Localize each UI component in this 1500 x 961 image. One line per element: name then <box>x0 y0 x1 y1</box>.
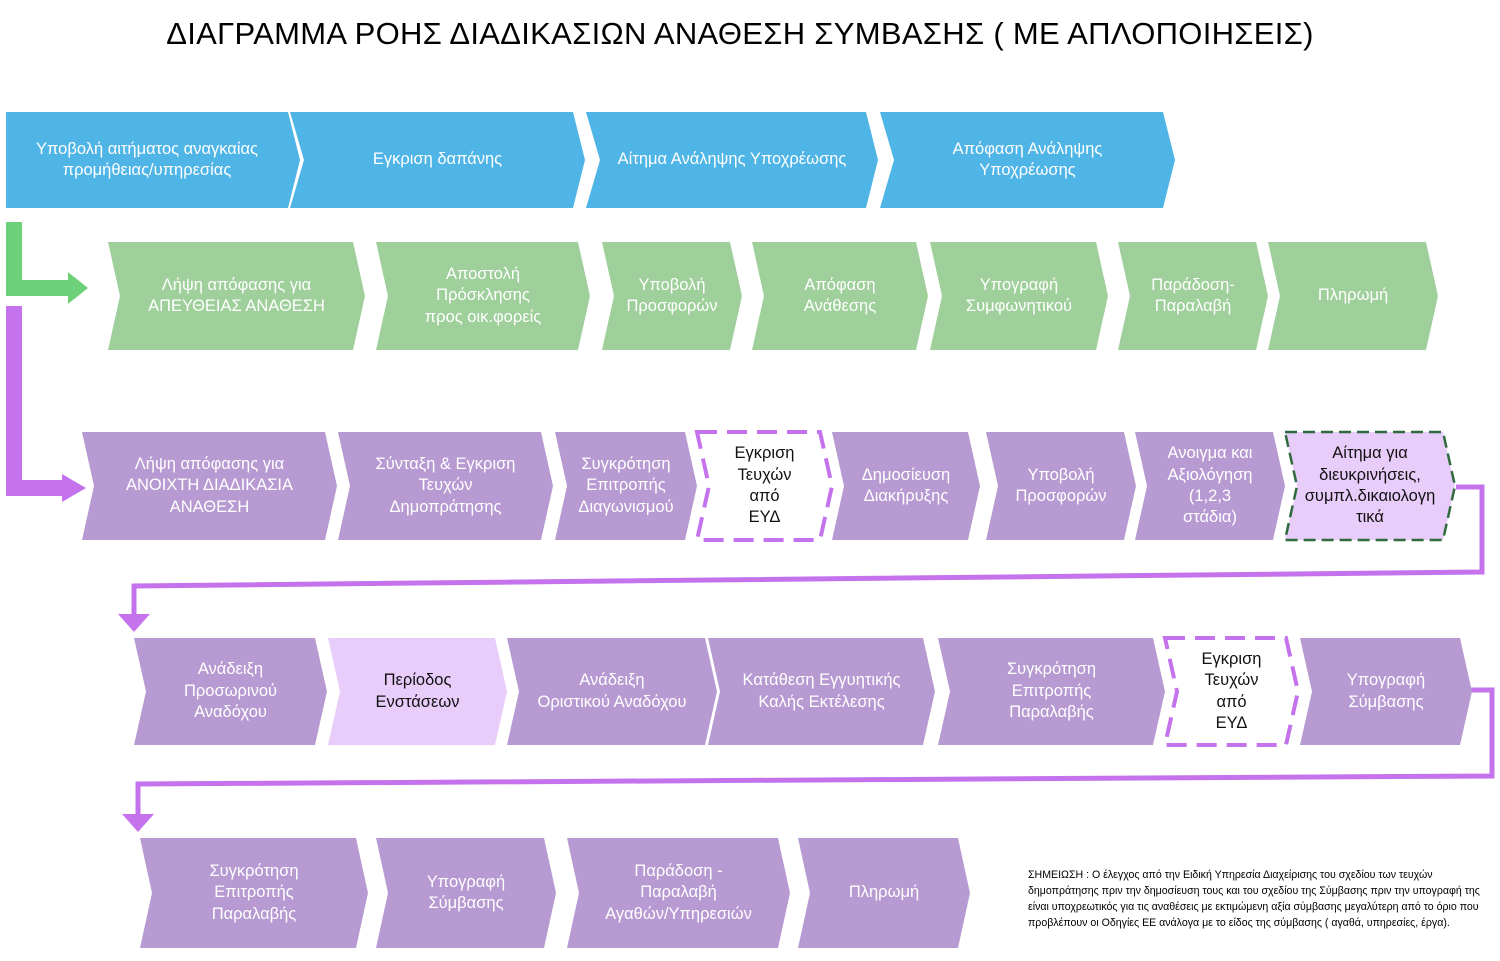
purple-connector-horizontal <box>6 480 64 496</box>
row1-step-3-label: Αίτημα Ανάληψης Υποχρέωσης <box>617 150 847 169</box>
row3-step-6-label: Υποβολή Προσφορών <box>1015 465 1107 505</box>
row5-step-1-label: Συγκρότηση Επιτροπής Παραλαβής <box>209 861 299 923</box>
row5-step-4-label: Πληρωμή <box>848 883 920 902</box>
row3-step-4-label: Εγκριση Τευχών από ΕΥΔ <box>734 444 795 527</box>
row3-step-7-label: Ανοιγμα και Αξιολόγηση (1,2,3 στάδια) <box>1167 444 1253 527</box>
green-arrow-head <box>68 272 88 304</box>
purple-connector-vertical <box>6 306 22 496</box>
row2-step-7-label: Πληρωμή <box>1317 286 1389 305</box>
row3-step-2-label: Σύνταξη & Εγκριση Τευχών Δημοπράτησης <box>375 454 516 516</box>
row4-step-4-label: Κατάθεση Εγγυητικής Καλής Εκτέλεσης <box>742 671 901 711</box>
row4-step-2-label: Περίοδος Ενστάσεων <box>375 671 460 711</box>
row3-step-3-label: Συγκρότηση Επιτροπής Διαγωνισμού <box>578 454 674 516</box>
row2-step-2-label: Αποστολή Πρόσκλησης προς οικ.φορείς <box>424 264 542 326</box>
row3-step-1-label: Λήψη απόφασης για ΑΝΟΙΧΤΗ ΔΙΑΔΙΚΑΣΙΑ ΑΝΑΘΕΣΗ <box>125 454 294 516</box>
note-text: ΣΗΜΕΙΩΣΗ : Ο έλεγχος από την Ειδική Υπηρεσία Διαχείρισης του σχεδίου των τευχών δημοπράτησης πριν την δημοσίευση τους και του σχεδίου της Σύμβασης πριν την υπογραφή της είναι υποχρεωτικός για τις αναθέσεις με εκτιμώμενη αξία σύμβασης μεγαλύτερη από το όριο που προβλέπουν οι Οδηγίες ΕΕ ανάλογα με το είδος της σύμβασης ( αγαθά, υπηρεσίες, έργα). <box>1028 869 1480 929</box>
row2-step-3-label: Υποβολή Προσφορών <box>626 275 718 315</box>
row3-step-8-label: Αίτημα για διευκρινήσεις, συμπλ.δικαιολογη τικά <box>1304 444 1436 527</box>
row4-step-5-label: Συγκρότηση Επιτροπής Παραλαβής <box>1006 660 1097 722</box>
purple-arrow-head-3 <box>122 814 154 832</box>
green-connector-horizontal <box>6 280 70 296</box>
row4-step-3-label: Ανάδειξη Οριστικού Αναδόχου <box>537 671 687 711</box>
row1-step-1-label: Υποβολή αιτήματος αναγκαίας προμήθειας/υπηρεσίας <box>36 139 258 179</box>
row2-step-1-label: Λήψη απόφασης για ΑΠΕΥΘΕΙΑΣ ΑΝΑΘΕΣΗ <box>148 275 325 315</box>
row5-step-3-label: Παράδοση - Παραλαβή Αγαθών/Υπηρεσιών <box>605 861 752 923</box>
row4-step-7-label: Υπογραφή Σύμβασης <box>1346 671 1426 711</box>
purple-arrow-head-2 <box>118 614 150 632</box>
row2-step-4-label: Απόφαση Ανάθεσης <box>803 275 877 315</box>
row4-step-6-label: Εγκριση Τευχών από ΕΥΔ <box>1201 649 1262 732</box>
row2-step-5-label: Υπογραφή Συμφωνητικού <box>965 275 1073 315</box>
row4-step-1-label: Ανάδειξη Προσωρινού Αναδόχου <box>183 660 278 722</box>
row1-step-4-label: Απόφαση Ανάληψης Υποχρέωσης <box>952 139 1103 179</box>
row3-step-5-label: Δημοσίευση Διακήρυξης <box>861 465 951 505</box>
diagram-title: ΔΙΑΓΡΑΜΜΑ ΡΟΗΣ ΔΙΑΔΙΚΑΣΙΩΝ ΑΝΑΘΕΣΗ ΣΥΜΒΑΣΗΣ ( ΜΕ ΑΠΛΟΠΟΙΗΣΕΙΣ) <box>166 16 1314 51</box>
row2-step-6-label: Παράδοση- Παραλαβή <box>1151 275 1235 315</box>
row1-step-2-label: Εγκριση δαπάνης <box>372 150 503 169</box>
row5-step-2-label: Υπογραφή Σύμβασης <box>426 872 506 912</box>
